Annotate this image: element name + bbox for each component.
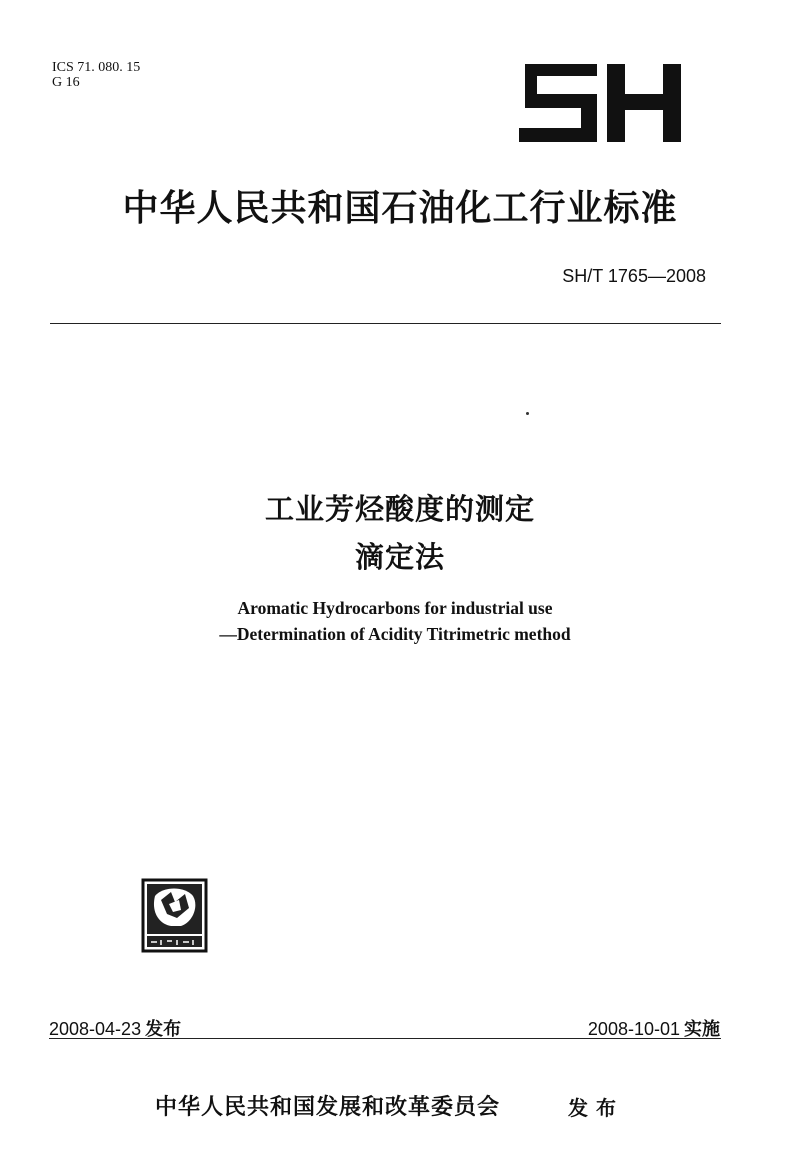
speck-mark: [526, 412, 529, 415]
ccs-code: G 16: [52, 75, 80, 90]
footer-divider: [49, 1038, 721, 1039]
document-title-en: Aromatic Hydrocarbons for industrial use: [237, 598, 553, 618]
publisher-emblem-icon: [141, 878, 208, 953]
header-divider: [50, 323, 721, 324]
issuing-authority: 中华人民共和国发展和改革委员会: [155, 1095, 501, 1120]
standard-type-title: 中华人民共和国石油化工行业标准: [122, 188, 678, 229]
sh-logo-icon: [519, 64, 681, 142]
implementation-date-label: 实施: [684, 1019, 720, 1040]
document-title-cn: 工业芳烃酸度的测定: [264, 492, 535, 526]
document-subtitle-cn: 滴定法: [354, 540, 445, 574]
standard-number: SH/T 1765—2008: [562, 266, 706, 286]
issue-date-value: 2008-04-23: [49, 1019, 142, 1039]
classification-codes: [52, 60, 140, 90]
issue-date-label: 发布: [145, 1019, 182, 1040]
implementation-date-value: 2008-10-01: [587, 1019, 680, 1039]
issue-word: 发布: [568, 1096, 624, 1120]
ics-code: ICS 71. 080. 15: [52, 60, 141, 75]
document-subtitle-en: —Determination of Acidity Titrimetric method: [219, 624, 571, 644]
